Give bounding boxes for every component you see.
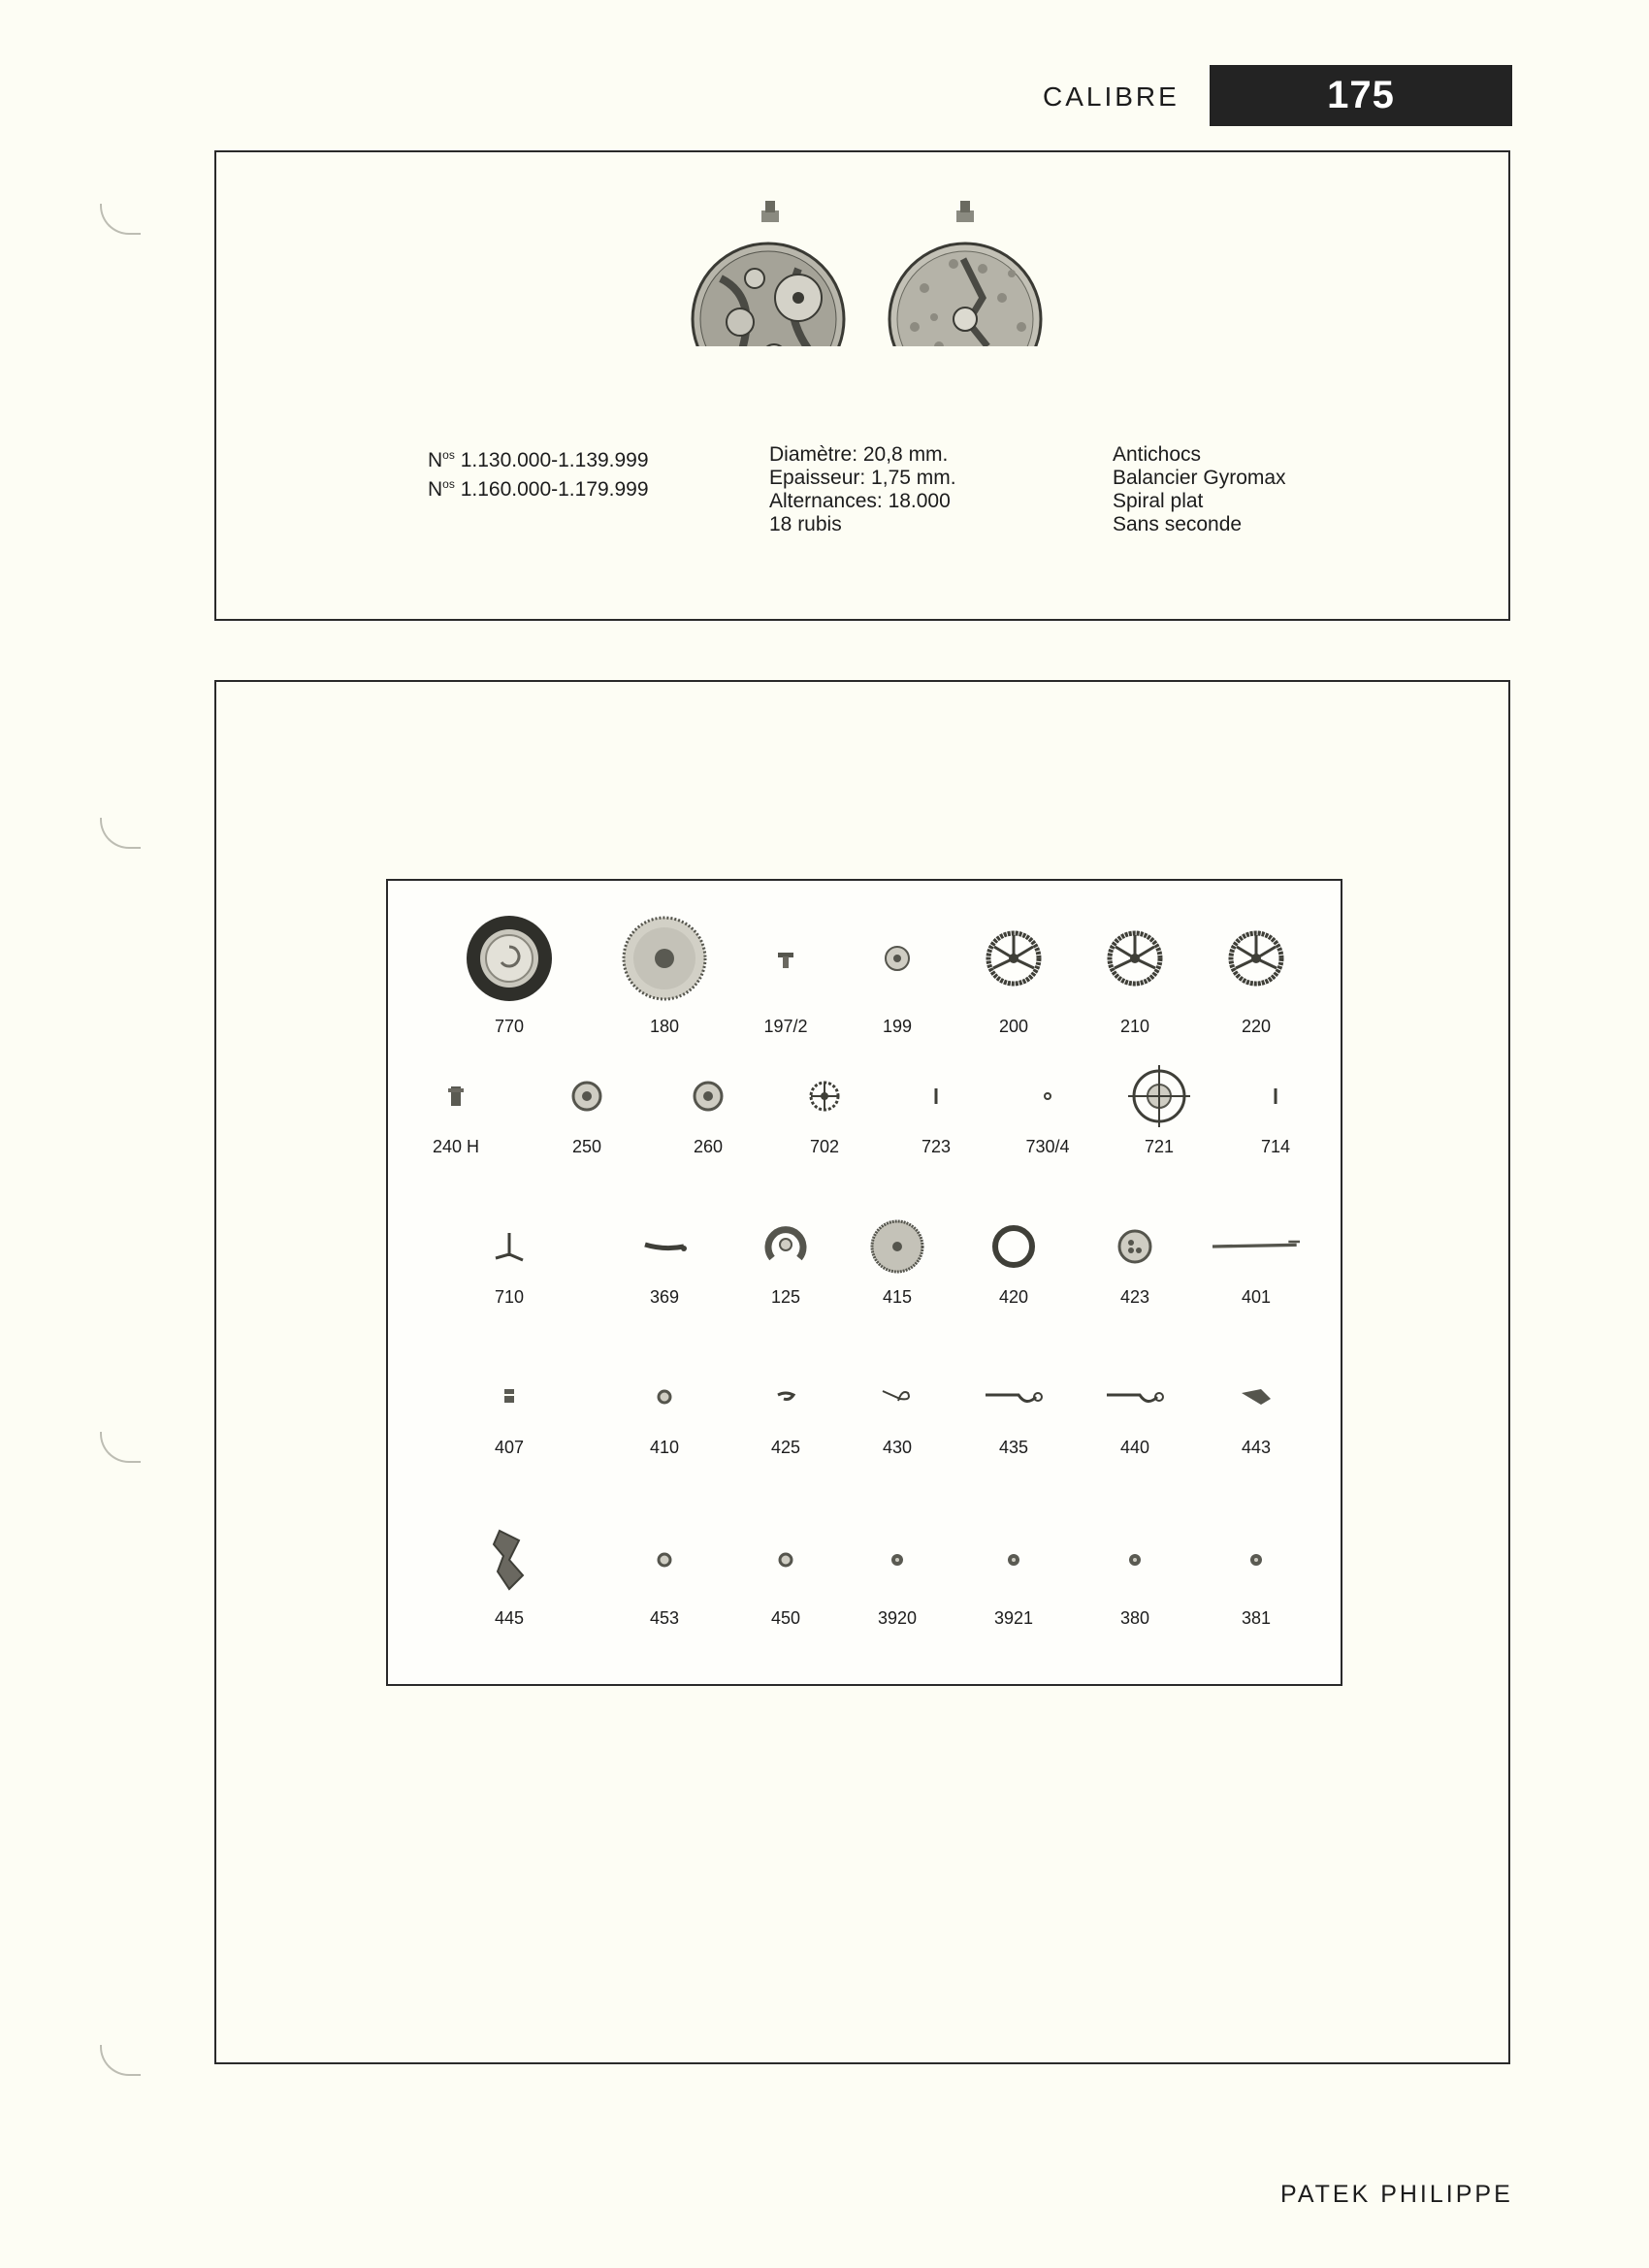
part-number-label: 730/4: [1025, 1137, 1070, 1156]
part-420: [965, 1215, 1062, 1308]
parts-panel: [386, 879, 1342, 1686]
serial-range-1: $N^{os}$ 1.130.000-1.139.999: [428, 448, 649, 471]
part-number-label: 445: [494, 1608, 525, 1628]
part-number-label: 425: [770, 1438, 801, 1457]
part-number-label: 199: [882, 1017, 913, 1036]
part-240-H: [407, 1065, 504, 1157]
part-407: [461, 1366, 558, 1458]
feature-shock-protection: Antichocs: [1113, 443, 1202, 466]
part-number-label: 450: [770, 1608, 801, 1628]
feature-hairspring: Spiral plat: [1113, 490, 1204, 512]
part-number-label: 415: [882, 1287, 913, 1307]
punch-hole: [100, 1432, 141, 1463]
thickness-text: Epaisseur: 1,75 mm.: [769, 467, 956, 489]
part-702: [776, 1065, 873, 1157]
part-430: [849, 1366, 946, 1458]
part-199: [849, 910, 946, 1037]
part-number-label: 723: [921, 1137, 952, 1156]
diameter-text: Diamètre: 20,8 mm.: [769, 443, 949, 466]
pallet-fork-icon: [461, 1215, 558, 1278]
spoked-wheel-icon: [1208, 910, 1305, 1007]
tiny-wheel-icon: [737, 1521, 834, 1599]
part-number-label: 197/2: [763, 1017, 808, 1036]
part-number-label: 410: [649, 1438, 680, 1457]
part-435: [965, 1366, 1062, 1458]
tiny-wheel-icon: [616, 1366, 713, 1428]
part-number-label: 369: [649, 1287, 680, 1307]
screw-icon: [1208, 1521, 1305, 1599]
punch-hole: [100, 204, 141, 235]
part-number-label: 770: [494, 1017, 525, 1036]
disc-wheel-icon: [849, 1215, 946, 1278]
part-415: [849, 1215, 946, 1308]
click-ring-icon: [737, 1215, 834, 1278]
lever-spring-icon: [616, 1215, 713, 1278]
part-3920: [849, 1521, 946, 1629]
part-number-label: 381: [1241, 1608, 1272, 1628]
watch-movement-dial-side-icon: [693, 201, 844, 346]
part-250: [538, 1065, 635, 1157]
jewel-icon: [999, 1065, 1096, 1127]
escape-wheel-icon: [776, 1065, 873, 1127]
part-number-label: 714: [1260, 1137, 1291, 1156]
pin-icon: [888, 1065, 985, 1127]
part-number-label: 710: [494, 1287, 525, 1307]
bridge-piece-icon: [1208, 1366, 1305, 1428]
part-number-label: 440: [1119, 1438, 1150, 1457]
part-260: [660, 1065, 757, 1157]
screw-icon: [849, 1521, 946, 1599]
arbor-icon: [737, 910, 834, 1007]
part-3921: [965, 1521, 1062, 1629]
lever-icon: [965, 1366, 1062, 1428]
part-410: [616, 1366, 713, 1458]
yoke-icon: [461, 1521, 558, 1599]
jewels-text: 18 rubis: [769, 513, 842, 535]
part-453: [616, 1521, 713, 1629]
part-710: [461, 1215, 558, 1308]
calibre-label: CALIBRE: [1043, 81, 1180, 112]
small-wheel-icon: [538, 1065, 635, 1127]
barrel-wheel-icon: [616, 910, 713, 1007]
part-number-label: 180: [649, 1017, 680, 1036]
specification-box: [214, 150, 1510, 621]
sleeve-icon: [461, 1366, 558, 1428]
part-number-label: 430: [882, 1438, 913, 1457]
part-number-label: 200: [998, 1017, 1029, 1036]
spring-icon: [849, 1366, 946, 1428]
part-401: [1208, 1215, 1305, 1308]
dimensions-list: [769, 443, 956, 536]
feature-seconds: Sans seconde: [1113, 513, 1243, 535]
pinion-icon: [407, 1065, 504, 1127]
part-125: [737, 1215, 834, 1308]
punch-hole: [100, 2045, 141, 2076]
part-180: [616, 910, 713, 1037]
part-number-label: 210: [1119, 1017, 1150, 1036]
part-369: [616, 1215, 713, 1308]
part-number-label: 240 H: [432, 1137, 480, 1156]
features-list: [1113, 443, 1286, 536]
part-number-label: 250: [571, 1137, 602, 1156]
part-number-label: 3920: [877, 1608, 918, 1628]
part-440: [1086, 1366, 1183, 1458]
part-450: [737, 1521, 834, 1629]
part-445: [461, 1521, 558, 1629]
part-425: [737, 1366, 834, 1458]
ring-icon: [965, 1215, 1062, 1278]
lever-icon: [1086, 1366, 1183, 1428]
pin-icon: [1227, 1065, 1324, 1127]
brand-name: PATEK PHILIPPE: [1280, 2181, 1513, 2208]
clip-icon: [737, 1366, 834, 1428]
balance-assembly-icon: [1111, 1065, 1208, 1127]
spoked-wheel-icon: [1086, 910, 1183, 1007]
part-number-label: 423: [1119, 1287, 1150, 1307]
part-770: [461, 910, 558, 1037]
part-number-label: 453: [649, 1608, 680, 1628]
part-number-label: 260: [693, 1137, 724, 1156]
part-number-label: 3921: [993, 1608, 1034, 1628]
part-210: [1086, 910, 1183, 1037]
beats-text: Alternances: 18.000: [769, 490, 951, 512]
part-443: [1208, 1366, 1305, 1458]
screw-icon: [965, 1521, 1062, 1599]
part-number-label: 380: [1119, 1608, 1150, 1628]
part-721: [1111, 1065, 1208, 1157]
spoked-wheel-icon: [965, 910, 1062, 1007]
part-number-label: 702: [809, 1137, 840, 1156]
part-730-4: [999, 1065, 1096, 1157]
cannon-wheel-icon: [1086, 1215, 1183, 1278]
tiny-wheel-icon: [616, 1521, 713, 1599]
part-381: [1208, 1521, 1305, 1629]
winding-stem-icon: [1208, 1215, 1305, 1278]
part-number-label: 220: [1241, 1017, 1272, 1036]
part-714: [1227, 1065, 1324, 1157]
feature-balance: Balancier Gyromax: [1113, 467, 1286, 489]
calibre-number-badge: [1210, 65, 1512, 126]
ratchet-wheel-icon: [849, 910, 946, 1007]
part-number-label: 125: [770, 1287, 801, 1307]
part-197-2: [737, 910, 834, 1037]
part-200: [965, 910, 1062, 1037]
part-number-label: 435: [998, 1438, 1029, 1457]
part-number-label: 721: [1144, 1137, 1175, 1156]
movement-photos: [216, 152, 1512, 346]
part-number-label: 443: [1241, 1438, 1272, 1457]
part-723: [888, 1065, 985, 1157]
balance-wheel-icon: [461, 910, 558, 1007]
serial-numbers: [428, 443, 649, 502]
watch-movement-bridge-side-icon: [889, 201, 1041, 346]
serial-range-2: $N^{os}$ 1.160.000-1.179.999: [428, 477, 649, 501]
part-220: [1208, 910, 1305, 1037]
part-number-label: 407: [494, 1438, 525, 1457]
part-number-label: 420: [998, 1287, 1029, 1307]
part-number-label: 401: [1241, 1287, 1272, 1307]
part-380: [1086, 1521, 1183, 1629]
part-423: [1086, 1215, 1183, 1308]
screw-icon: [1086, 1521, 1183, 1599]
small-wheel-icon: [660, 1065, 757, 1127]
calibre-number: 175: [1327, 74, 1395, 116]
punch-hole: [100, 818, 141, 849]
